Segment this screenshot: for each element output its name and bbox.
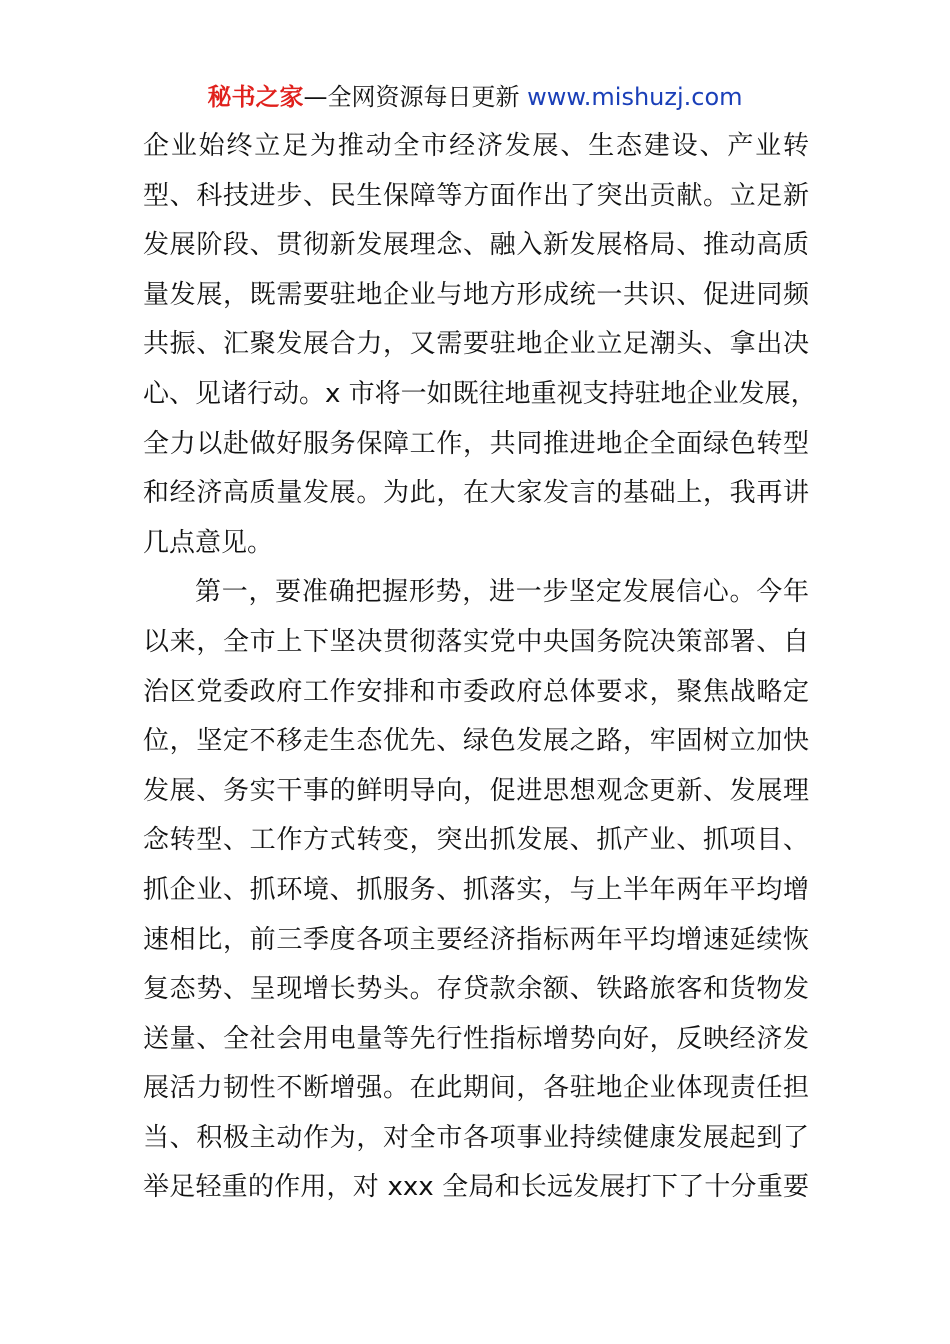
text-line: 复态势、呈现增长势头。存贷款余额、铁路旅客和货物发 (143, 974, 809, 1005)
text-line: 量发展，既需要驻地企业与地方形成统一共识、促进同频 (143, 279, 809, 310)
header-brand: 秘书之家 (207, 83, 304, 111)
text-line: 发展、务实干事的鲜明导向，促进思想观念更新、发展理 (143, 775, 809, 806)
text-line: 第一，要准确把握形势，进一步坚定发展信心。今年 (195, 577, 809, 608)
header-tagline: —全网资源每日更新 (303, 83, 520, 111)
text-line: 位，坚定不移走生态优先、绿色发展之路，牢固树立加快 (143, 726, 809, 757)
text-line: 心、见诸行动。x 市将一如既往地重视支持驻地企业发展， (143, 378, 817, 409)
header-url[interactable]: www.mishuzj.com (527, 83, 743, 111)
text-line: 治区党委政府工作安排和市委政府总体要求，聚焦战略定 (143, 676, 809, 707)
text-line: 全力以赴做好服务保障工作，共同推进地企全面绿色转型 (143, 428, 809, 459)
text-line: 以来，全市上下坚决贯彻落实党中央国务院决策部署、自 (143, 626, 809, 657)
paragraph-1 (143, 122, 817, 568)
document-body (143, 122, 817, 1213)
text-line: 展活力韧性不断增强。在此期间，各驻地企业体现责任担 (143, 1073, 809, 1104)
text-line: 当、积极主动作为，对全市各项事业持续健康发展起到了 (143, 1122, 809, 1153)
text-line: 送量、全社会用电量等先行性指标增势向好，反映经济发 (143, 1023, 809, 1054)
text-line: 抓企业、抓环境、抓服务、抓落实，与上半年两年平均增 (143, 874, 809, 905)
paragraph-2 (143, 568, 809, 1213)
text-line: 型、科技进步、民生保障等方面作出了突出贡献。立足新 (143, 180, 809, 211)
text-line: 速相比，前三季度各项主要经济指标两年平均增速延续恢 (143, 924, 809, 955)
text-line: 念转型、工作方式转变，突出抓发展、抓产业、抓项目、 (143, 825, 809, 856)
text-line: 企业始终立足为推动全市经济发展、生态建设、产业转 (143, 131, 809, 161)
text-line: 举足轻重的作用，对 xxx 全局和长远发展打下了十分重要 (143, 1172, 809, 1203)
page-header (0, 80, 950, 114)
text-line: 发展阶段、贯彻新发展理念、融入新发展格局、推动高质 (143, 230, 809, 261)
text-line: 几点意见。 (143, 527, 274, 558)
text-line: 共振、汇聚发展合力，又需要驻地企业立足潮头、拿出决 (143, 329, 809, 360)
text-line: 和经济高质量发展。为此，在大家发言的基础上，我再讲 (143, 478, 809, 509)
